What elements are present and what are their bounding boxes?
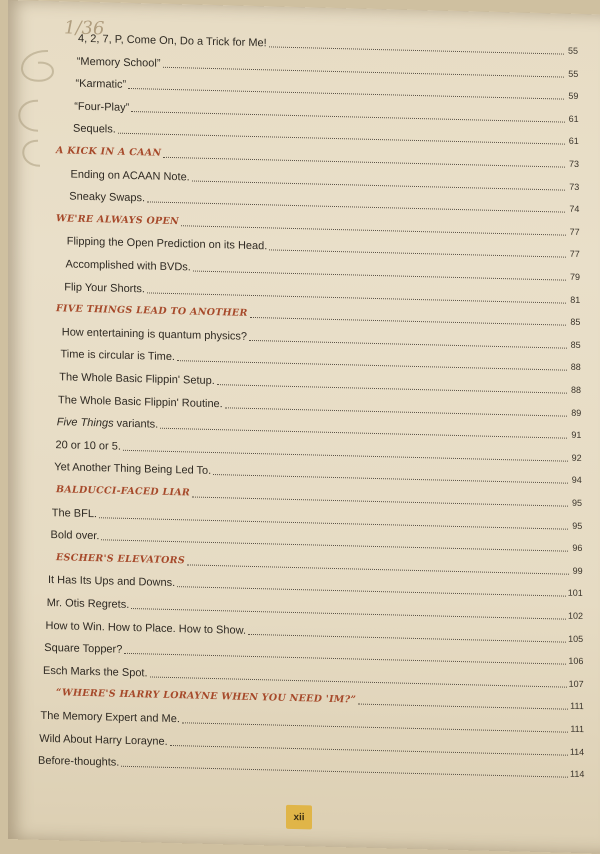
- entry-title: The Memory Expert and Me.: [40, 709, 180, 726]
- page-number: 111: [570, 723, 584, 735]
- page-number: 88: [570, 384, 581, 396]
- toc-entry: [39, 731, 584, 758]
- entry-title: Flipping the Open Prediction on its Head.: [66, 235, 268, 253]
- entry-title: Time is circular is Time.: [60, 348, 175, 364]
- page-number: 85: [570, 339, 581, 350]
- page-number: 88: [570, 362, 581, 373]
- toc-entry: [38, 754, 584, 781]
- toc-entry: [66, 257, 581, 284]
- toc-entry: [41, 709, 585, 736]
- toc-entry: [44, 641, 583, 668]
- dot-leader: [193, 270, 566, 281]
- page-number: 81: [570, 294, 581, 305]
- page-number: 96: [572, 542, 583, 554]
- entry-title: Before-thoughts.: [38, 754, 120, 769]
- dot-leader: [160, 427, 567, 439]
- toc-entry: [52, 506, 582, 533]
- dot-leader: [101, 538, 568, 551]
- header-mark-text: 1/36: [64, 17, 105, 40]
- entry-title: Ending on ACAAN Note.: [70, 168, 190, 184]
- toc-entry: [58, 393, 581, 420]
- page-number: 92: [571, 452, 582, 463]
- page-number: 77: [569, 249, 580, 260]
- dot-leader: [131, 607, 566, 620]
- section-title: “WHERE'S HARRY LORAYNE WHEN YOU NEED 'IM?”: [56, 687, 357, 706]
- entry-title: Square Topper?: [44, 642, 123, 656]
- section-title: A KICK IN A CAAN: [56, 145, 162, 159]
- toc-entry: [64, 280, 580, 307]
- toc-entry: [48, 573, 583, 600]
- entry-title: Mr. Otis Regrets.: [46, 596, 130, 611]
- dot-leader: [124, 652, 566, 665]
- toc-entry: [47, 596, 583, 623]
- dot-leader: [177, 360, 567, 372]
- toc-entry: [69, 190, 579, 216]
- page-number: 114: [569, 746, 585, 757]
- dot-leader: [147, 201, 565, 213]
- entry-title: How entertaining is quantum physics?: [61, 326, 248, 343]
- toc-entry: [77, 54, 578, 80]
- dot-leader: [118, 132, 565, 145]
- dot-leader: [147, 291, 566, 303]
- page-number: 106: [568, 655, 584, 667]
- page-number: 73: [568, 158, 579, 169]
- page-number: 61: [568, 113, 579, 124]
- dot-leader: [170, 744, 568, 756]
- dot-leader: [249, 339, 567, 349]
- dot-leader: [269, 45, 564, 54]
- toc-entry: [46, 619, 584, 646]
- toc-entry: [43, 664, 584, 691]
- dot-leader: [192, 495, 568, 506]
- page-number: 95: [572, 520, 583, 531]
- toc-entry: [78, 32, 578, 58]
- page-number: 89: [571, 407, 582, 418]
- page-number: 74: [569, 203, 580, 215]
- toc-entry: [51, 528, 583, 555]
- page-number: 61: [568, 136, 579, 147]
- toc-entry: [73, 122, 579, 148]
- dot-leader: [181, 224, 566, 235]
- entry-title: It Has Its Ups and Downs.: [48, 574, 176, 590]
- toc-entry: [56, 438, 582, 465]
- dot-leader: [121, 765, 568, 778]
- entry-title: Five Things variants.: [56, 416, 159, 431]
- entry-title: “Four-Play”: [74, 100, 130, 114]
- section-title: ESCHER'S ELEVATORS: [56, 551, 185, 567]
- toc-section-heading: [56, 687, 584, 714]
- table-of-contents: [8, 0, 600, 854]
- toc-entry: [76, 77, 579, 103]
- page-number: 55: [568, 68, 579, 79]
- entry-title: Sequels.: [73, 122, 116, 137]
- toc-section-heading: [56, 483, 582, 510]
- entry-title: Yet Another Thing Being Led To.: [54, 461, 212, 478]
- toc-section-heading: [56, 144, 579, 171]
- dot-leader: [192, 179, 565, 190]
- entry-title: The BFL.: [51, 506, 97, 520]
- entry-title: Wild About Harry Lorayne.: [39, 732, 168, 748]
- entry-title: 20 or 10 or 5.: [55, 438, 121, 453]
- dot-leader: [217, 383, 567, 394]
- page-number-badge: [286, 805, 312, 830]
- toc-entry: [59, 370, 581, 397]
- entry-title: Accomplished with BVDs.: [65, 258, 191, 274]
- toc-section-heading: [56, 212, 580, 239]
- entry-title: How to Win. How to Place. How to Show.: [45, 619, 247, 637]
- section-title: BALDUCCI-FACED LIAR: [56, 484, 191, 499]
- page-number: 99: [572, 565, 583, 576]
- toc-entry: [61, 348, 581, 375]
- dot-leader: [163, 65, 565, 77]
- page-number: 55: [567, 45, 578, 56]
- page-number: 105: [568, 633, 584, 644]
- section-title: FIVE THINGS LEAD TO ANOTHER: [56, 303, 248, 320]
- page-number-text: xii: [293, 811, 305, 823]
- page-number: 95: [571, 497, 582, 509]
- page-number: 101: [567, 588, 583, 599]
- dot-leader: [128, 87, 564, 100]
- entry-title: Flip Your Shorts.: [64, 280, 145, 295]
- dot-leader: [358, 703, 568, 710]
- toc-entry: [67, 235, 580, 262]
- dot-leader: [177, 586, 566, 597]
- book-page: [8, 0, 600, 854]
- page-number: 79: [569, 271, 580, 282]
- dot-leader: [248, 632, 566, 642]
- page-number: 102: [567, 610, 583, 622]
- page-number: 85: [570, 316, 581, 328]
- dot-leader: [163, 156, 565, 168]
- entry-title: 4, 2, 7, P, Come On, Do a Trick for Me!: [78, 32, 267, 50]
- toc-section-heading: [56, 551, 583, 578]
- dot-leader: [250, 316, 567, 326]
- page-number: 107: [568, 678, 584, 689]
- dot-leader: [123, 449, 568, 462]
- dot-leader: [99, 516, 568, 529]
- dot-leader: [182, 721, 568, 732]
- entry-title: The Whole Basic Flippin' Setup.: [59, 371, 215, 388]
- dot-leader: [225, 406, 567, 416]
- entry-title: “Memory School”: [76, 55, 161, 70]
- page-number: 111: [570, 701, 584, 712]
- entry-title: Esch Marks the Spot.: [43, 664, 148, 680]
- dot-leader: [131, 110, 564, 123]
- page-number: 114: [570, 768, 585, 780]
- toc-entry: [62, 325, 581, 352]
- page-number: 94: [571, 475, 582, 486]
- dot-leader: [150, 675, 567, 687]
- page-number: 59: [568, 90, 579, 102]
- dot-leader: [213, 473, 568, 484]
- entry-title: Bold over.: [50, 529, 100, 543]
- dot-leader: [269, 249, 566, 258]
- entry-title: “Karmatic”: [75, 77, 127, 92]
- toc-section-heading: [56, 302, 580, 329]
- section-title: WE'RE ALWAYS OPEN: [56, 212, 180, 227]
- entry-title: Sneaky Swaps.: [69, 190, 146, 205]
- toc-entry: [57, 415, 582, 442]
- toc-entry: [71, 167, 580, 193]
- toc-entry: [74, 99, 578, 125]
- page-number: 91: [571, 429, 582, 441]
- page-number: 73: [569, 181, 580, 192]
- toc-entry: [54, 461, 582, 488]
- page-number: 77: [569, 226, 580, 237]
- entry-title: The Whole Basic Flippin' Routine.: [58, 393, 223, 410]
- dot-leader: [187, 563, 569, 574]
